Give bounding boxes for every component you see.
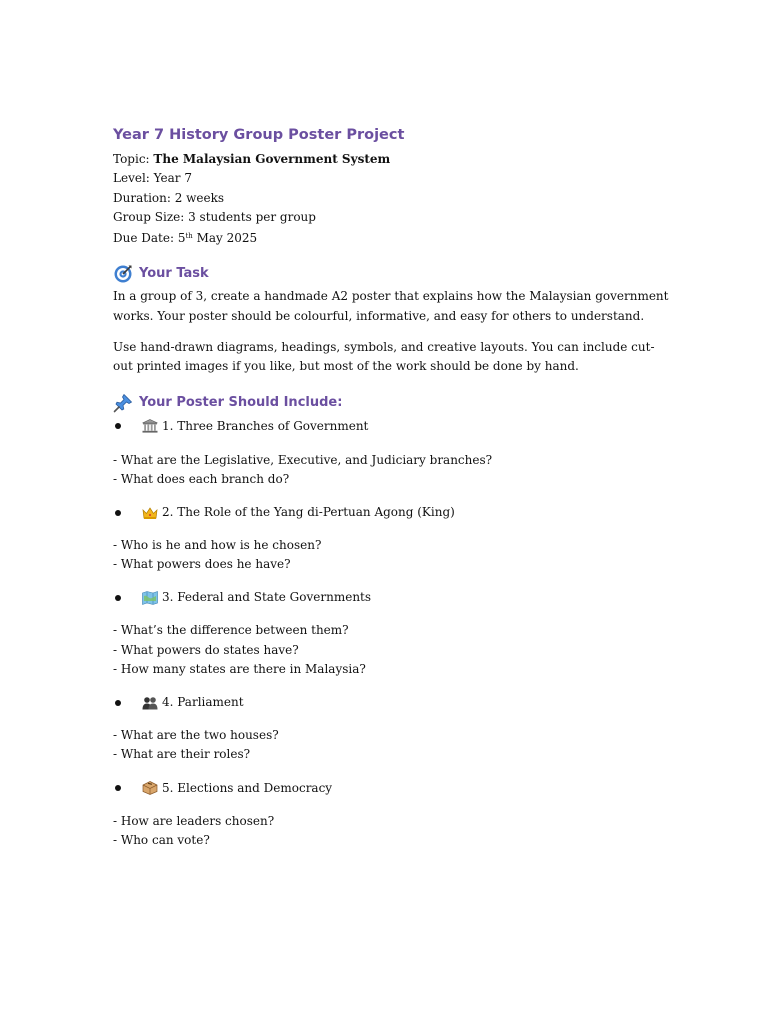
item-2-question-2: - What powers does he have? [113, 557, 291, 572]
poster-include-heading-text: Your Poster Should Include: [139, 394, 343, 410]
level-line: Level: Year 7 [113, 171, 192, 186]
include-item-2 [113, 503, 673, 522]
due-date-suffix: May 2025 [192, 231, 258, 246]
item-5-question-1: - How are leaders chosen? [113, 813, 275, 828]
due-date-ordinal: th [185, 232, 193, 241]
bullet-dot [115, 700, 121, 706]
your-task-heading [113, 264, 673, 284]
duration-line: Duration: 2 weeks [113, 190, 225, 205]
crown-icon [142, 506, 158, 520]
pushpin-icon [113, 393, 133, 413]
include-item-3-label: 3. Federal and State Governments [162, 590, 372, 605]
your-task-heading-text: Your Task [139, 266, 209, 282]
due-date-line [113, 227, 673, 248]
item-3-question-1: - What’s the difference between them? [113, 623, 349, 638]
topic-label: Topic: [113, 152, 150, 166]
include-item-2-label: 2. The Role of the Yang di-Pertuan Agong (King) [162, 505, 455, 520]
people-icon [142, 696, 158, 710]
item-1-question-2: - What does each branch do? [113, 471, 290, 486]
include-item-4-label: 4. Parliament [162, 695, 244, 710]
task-paragraph-2: Use hand-drawn diagrams, headings, symbols, and creative layouts. You can include cut-out printed images if you like, but most of the work should be done by hand. [113, 340, 655, 374]
topic-value: The Malaysian Government System [153, 152, 391, 166]
bullet-dot [115, 595, 121, 601]
bullet-dot [115, 423, 121, 429]
bullet-dot [115, 510, 121, 516]
include-item-4 [113, 693, 673, 712]
item-2-question-1: - Who is he and how is he chosen? [113, 538, 322, 553]
ballot-box-icon [142, 781, 158, 795]
due-date-prefix: Due Date: 5 [113, 231, 186, 246]
item-1-question-1: - What are the Legislative, Executive, and Judiciary branches? [113, 452, 493, 467]
item-4-question-2: - What are their roles? [113, 747, 251, 762]
include-item-1-label: 1. Three Branches of Government [162, 418, 369, 433]
include-item-3 [113, 588, 673, 607]
map-icon [142, 591, 158, 605]
include-item-5-label: 5. Elections and Democracy [162, 780, 333, 795]
document-content [113, 124, 673, 850]
item-4-question-1: - What are the two houses? [113, 728, 279, 743]
document-title: Year 7 History Group Poster Project [113, 127, 405, 143]
group-size-line: Group Size: 3 students per group [113, 209, 316, 224]
item-5-question-2: - Who can vote? [113, 832, 210, 847]
item-3-question-2: - What powers do states have? [113, 642, 299, 657]
classical-building-icon [142, 419, 158, 433]
bullet-dot [115, 785, 121, 791]
topic-line [113, 150, 673, 169]
poster-include-heading [113, 393, 673, 413]
include-item-1 [113, 417, 673, 436]
item-3-question-3: - How many states are there in Malaysia? [113, 661, 366, 676]
task-paragraph-1: In a group of 3, create a handmade A2 poster that explains how the Malaysian government works. Your poster should be colourful, informative, and easy for others to understand. [113, 289, 669, 323]
target-icon [113, 264, 133, 284]
include-item-5 [113, 779, 673, 798]
